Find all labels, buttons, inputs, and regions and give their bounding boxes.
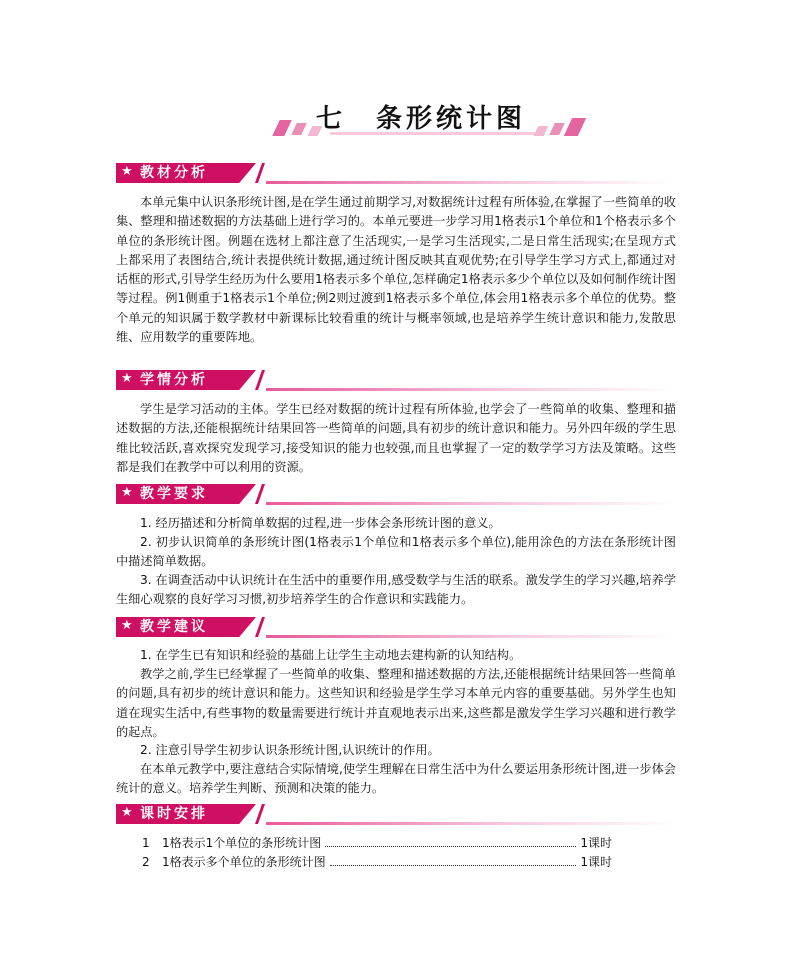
section-title: 学情分析 [140, 372, 208, 388]
section-underline [266, 635, 676, 638]
section-slash [255, 163, 265, 183]
paragraph: 在本单元教学中,要注意结合实际情境,使学生理解在日常生活中为什么要运用条形统计图,进一步体会统计的意义。培养学生判断、预测和决策的能力。 [116, 762, 676, 796]
star-icon: ★ [121, 164, 133, 179]
star-icon: ★ [121, 371, 133, 386]
star-icon: ★ [121, 805, 133, 820]
section-underline [266, 502, 676, 505]
star-icon: ★ [121, 485, 133, 500]
decor-bar [291, 123, 307, 135]
section-slash [255, 804, 265, 824]
lesson-row [142, 853, 612, 871]
section-title: 课时安排 [140, 806, 208, 822]
section-underline [266, 822, 676, 825]
paragraph: 2. 注意引导学生初步认识条形统计图,认识统计的作用。 [140, 743, 440, 757]
paragraph: 教学之前,学生已经掌握了一些简单的收集、整理和描述数据的方法,还能根据统计结果回答一些简单的问题,具有初步的统计意识和能力。这些知识和经验是学生学习本单元内容的重要基础。另外学生也知道在现实生活中,有些事物的数量需要进行统计并直观地表示出来,这些都是激发学生学习兴趣和进行教学的起点。 [116, 667, 676, 739]
lesson-hours: 1课时 [580, 855, 612, 869]
paragraph: 2. 初步认识简单的条形统计图(1格表示1个单位和1格表示多个单位),能用涂色的方法在条形统计图中描述简单数据。 [116, 535, 676, 569]
decor-bar [549, 123, 565, 135]
paragraph: 学生是学习活动的主体。学生已经对数据的统计过程有所体验,也学会了一些简单的收集、整理和描述数据的方法,还能根据统计结果回答一些简单的问题,具有初步的统计意识和能力。另外四年级的学生思维比较活跃,喜欢探究发现学习,接受知识的能力也较强,而且也掌握了一定的数学学习方法及策略。这些都是我们在教学中可以利用的资源。 [116, 402, 676, 474]
paragraph: 1. 在学生已有知识和经验的基础上让学生主动地去建构新的认知结构。 [140, 648, 522, 662]
decor-bar [564, 118, 586, 136]
dot-leader [330, 855, 577, 866]
section-header-teaching-requirements [116, 484, 676, 504]
star-icon: ★ [121, 618, 133, 633]
paragraph: 本单元集中认识条形统计图,是在学生通过前期学习,对数据统计过程有所体验,在掌握了一些简单的收集、整理和描述数据的方法基础上进行学习的。本单元要进一步学习用1格表示1个单位和1个格表示多个单位的条形统计图。例题在选材上都注意了生活现实,一是学习生活现实,二是日常生活现实;在呈现方式上都采用了表图结合,统计表提供统计数据,通过统计图反映其直观优势;在引导学生学习方式上,都通过对话框的形式,引导学生经历为什么要用1格表示多个单位,怎样确定1格表示多少个单位以及如何制作统计图等过程。例1侧重于1格表示1个单位;例2则过渡到1格表示多个单位,体会用1格表示多个单位的优势。整个单元的知识属于数学教材中新课标比较看重的统计与概率领域,也是培养学生统计意识和能力,发散思维、应用数学的重要阵地。 [116, 195, 676, 345]
section-title: 教材分析 [140, 165, 208, 181]
lesson-number: 1 [142, 836, 150, 850]
dot-leader [325, 836, 576, 847]
paragraph: 1. 经历描述和分析简单数据的过程,进一步体会条形统计图的意义。 [140, 516, 501, 530]
section-header-schedule [116, 804, 676, 824]
section-header-textbook-analysis [116, 163, 676, 183]
lesson-hours: 1课时 [580, 836, 612, 850]
section-slash [255, 370, 265, 390]
section-underline [266, 181, 676, 184]
chapter-heading [270, 96, 600, 154]
lesson-number: 2 [142, 855, 150, 869]
chapter-number: 七 [316, 104, 347, 134]
section-slash [255, 484, 265, 504]
lesson-title: 1格表示1个单位的条形统计图 [162, 836, 322, 850]
lesson-row [142, 834, 612, 852]
paragraph: 3. 在调查活动中认识统计在生活中的重要作用,感受数学与生活的联系。激发学生的学习兴趣,培养学生细心观察的良好学习习惯,初步培养学生的合作意识和实践能力。 [116, 573, 676, 607]
chapter-title [316, 98, 526, 135]
decor-bar [272, 120, 291, 136]
section-header-learner-analysis [116, 370, 676, 390]
decor-bar [534, 126, 549, 136]
lesson-title: 1格表示多个单位的条形统计图 [162, 855, 326, 869]
section-underline [266, 388, 676, 391]
section-title: 教学建议 [140, 619, 208, 635]
section-slash [255, 617, 265, 637]
chapter-name: 条形统计图 [376, 104, 527, 134]
section-title: 教学要求 [140, 486, 208, 502]
section-header-teaching-suggestions [116, 617, 676, 637]
